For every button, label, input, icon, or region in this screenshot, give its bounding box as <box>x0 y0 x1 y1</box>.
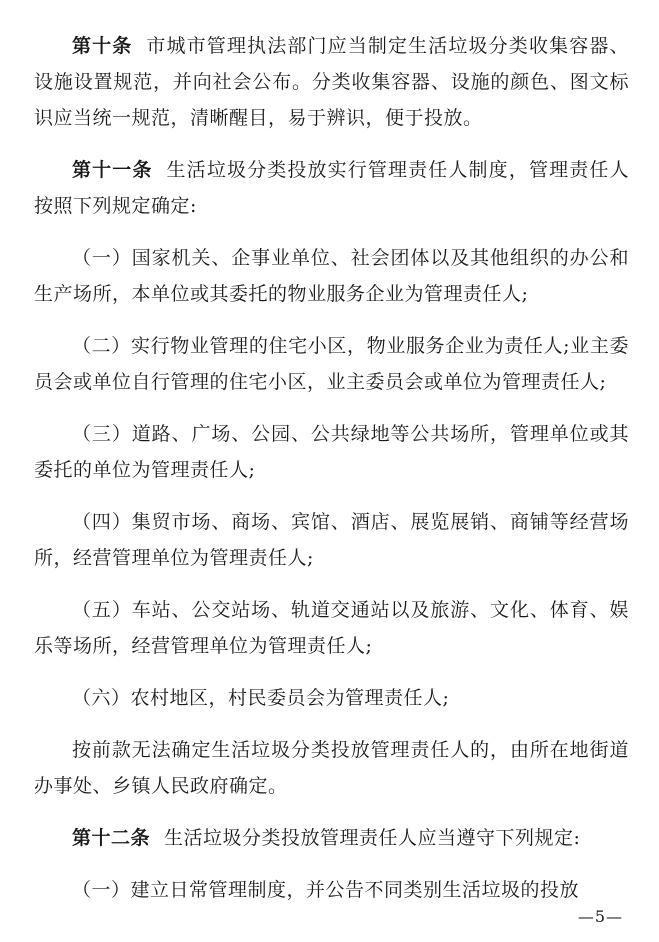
article-12-item-1: （一）建立日常管理制度，并公告不同类别生活垃圾的投放 <box>72 879 580 901</box>
article-11-text: 生活垃圾分类投放实行管理责任人制度，管理责任人按照下列规定确定: <box>34 159 629 217</box>
article-11-item-6: （六）农村地区，村民委员会为管理责任人; <box>72 687 450 709</box>
article-12-number: 第十二条 <box>72 827 151 849</box>
article-10-number: 第十条 <box>72 35 133 57</box>
article-11-item-2: （二）实行物业管理的住宅小区，物业服务企业为责任人;业主委员会或单位自行管理的住宅小区，业主委员会或单位为管理责任人; <box>34 335 629 393</box>
page-number: —5— <box>577 907 623 926</box>
article-11-item-3: （三）道路、广场、公园、公共绿地等公共场所，管理单位或其委托的单位为管理责任人; <box>34 423 629 481</box>
article-11-item-4: （四）集贸市场、商场、宾馆、酒店、展览展销、商铺等经营场所，经营管理单位为管理责任人; <box>34 511 629 569</box>
article-11-number: 第十一条 <box>72 159 153 181</box>
article-10-text: 市城市管理执法部门应当制定生活垃圾分类收集容器、设施设置规范，并向社会公布。分类收集容器、设施的颜色、图文标识应当统一规范，清晰醒目，易于辨识，便于投放。 <box>34 35 629 129</box>
article-12-text: 生活垃圾分类投放管理责任人应当遵守下列规定: <box>164 827 581 849</box>
article-10 <box>34 28 629 136</box>
article-11-item-1: （一）国家机关、企事业单位、社会团体以及其他组织的办公和生产场所，本单位或其委托的物业服务企业为管理责任人; <box>34 247 629 305</box>
article-11 <box>34 152 629 224</box>
article-11-closing: 按前款无法确定生活垃圾分类投放管理责任人的，由所在地街道办事处、乡镇人民政府确定。 <box>34 739 629 797</box>
article-11-item-5: （五）车站、公交站场、轨道交通站以及旅游、文化、体育、娱乐等场所，经营管理单位为管理责任人; <box>34 599 629 657</box>
article-12 <box>34 820 629 856</box>
